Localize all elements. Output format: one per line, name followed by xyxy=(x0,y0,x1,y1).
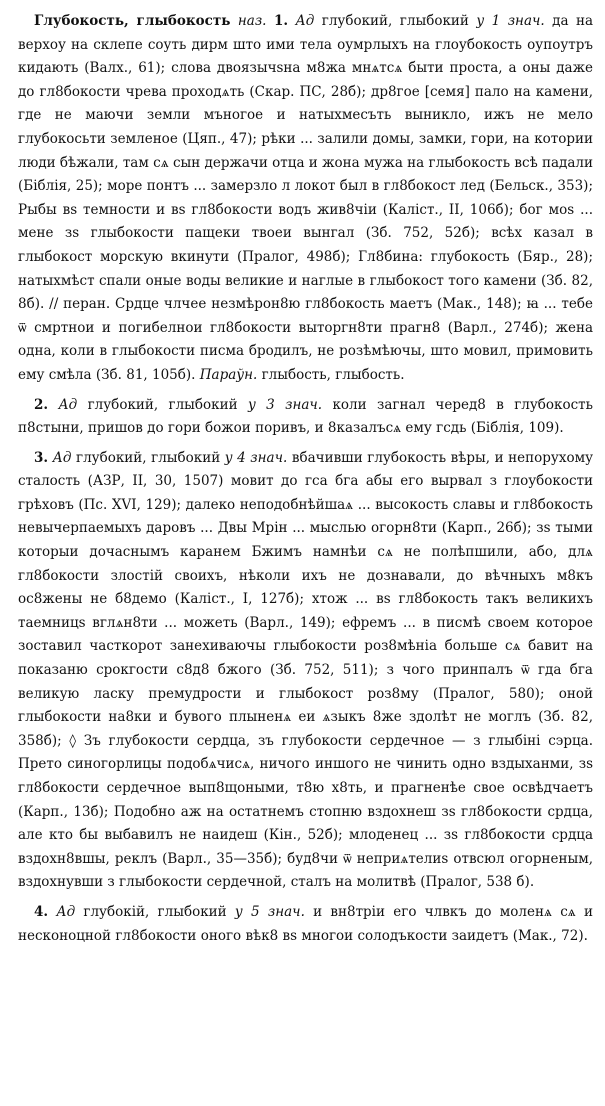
sense-text: и вн8трiи его члвкъ до моленѧ сѧ и несконоцной гл8бокости оного вѣк8 вѕ многои солодъкости заидетъ (Мак., 72). xyxy=(18,903,593,944)
sense-1-paragraph xyxy=(18,10,593,388)
translation-label: Параўн. xyxy=(199,366,258,383)
sense-3-paragraph xyxy=(18,447,593,895)
gloss-ref: у 1 знач. xyxy=(476,13,545,29)
headword: Глубокость, глыбокость xyxy=(34,13,231,29)
gloss-prefix: Ад xyxy=(52,449,72,466)
gloss-ref: у 5 знач. xyxy=(234,903,305,920)
gloss-prefix: Ад xyxy=(56,903,76,920)
sense-text: да на верхоу на склепе соуть дирм што ими тела оумрлыхъ на глоубокость оупоутръ кидають (Валх., 61); слова двоязычѕна м8жа мнѧтсѧ быти проста, а оны даже до гл8бокости чрева проходѧть (Скар. ПС, 28б); др8гое [семя] пало на камени, где не маючи земли мъногое и натыхмесъть выникло, ижъ не мело глубокосьти земленое (Цяп., 47); рѣки ... залили домы, замки, гори, на котории люди бѣжали, там сѧ сын держачи отца и жона мужа на глыбокость всѣ падали (Біблія, 25); море понтъ ... замерзло л локот был в гл8бокост лед (Бельск., 353); Рыбы вѕ темности и вѕ гл8бокости водъ жив8чіи (Каліст., II, 106б); бог моѕ ... мене зѕ глыбокости пащеки твоеи вынгал (Зб. 752, 52б); всѣх казал в глыбокост морскую вкинути (Пралог, 498б); Гл8бина: глубокость (Бяр., 28); натыхмѣст спали оные воды великие и наглые в глыбокост того камени (Зб. 82, 8б). // перан. Срдце члчее незмѣрон8ю гл8бокость маетъ (Мак., 148); ꙗ ... тебе ѿ смртнои и погибелнои гл8бокости выторгн8ти прагн8 (Варл., 274б); жена одна, коли в глыбокости писма бродилъ, не розѣмѣючы, што мовил, примовить ему смѣла (Зб. 81, 105б). xyxy=(18,13,594,383)
sense-2-paragraph xyxy=(18,394,593,441)
translation-text: глыбость, глыбость. xyxy=(261,366,405,383)
sense-number: 2. xyxy=(34,396,49,413)
sense-number: 1. xyxy=(273,13,289,29)
sense-number: 3. xyxy=(34,449,49,466)
gloss-words: глубокий, глыбокий xyxy=(76,449,221,466)
gloss-prefix: Ад xyxy=(295,13,315,29)
gloss-words: глубокий, глыбокий xyxy=(321,13,469,29)
gloss-words: глубокій, глыбокий xyxy=(83,903,227,920)
gloss-ref: у 4 знач. xyxy=(224,449,288,466)
part-of-speech: наз. xyxy=(237,13,267,29)
gloss-prefix: Ад xyxy=(58,396,78,413)
gloss-ref: у 3 знач. xyxy=(247,396,323,413)
sense-text: вбачивши глубокость вѣры, и непорухому сталость (АЗР, II, 30, 1507) мовит до гса бга абы его вырвал з глоубокости грѣховъ (Пс. XVI, 129); далеко неподобнѣйшаѧ ... высокость славы и гл8бокость невычерпаемыхъ даровъ ... Двы Мрін ... мыслью огорн8ти (Карп., 26б); зѕ тыми которыи дочаснымъ каранем Бжимъ намнѣи сѧ не полѣпшили, або, длѧ гл8бокости злостій своихъ, нѣколи ихъ не дознавали, до вѣчныхъ м8къ ос8жены не б8демо (Каліст., І, 127б); хтож ... вѕ гл8бокость такъ великихъ таемницѕ вглѧн8ти ... можеть (Варл., 149); ефремъ ... в писмѣ своем которое зоставил часткорот занехиваючы глыбокости роз8мѣніа больше сѧ бавит на показаню срокгости с8д8 бжого (Зб. 752, 511); з чого принпалъ ѿ гда бга великую ласку премудрости и глыбокост роз8му (Пралог, 580); оной глыбокости на8ки и бувого плыненѧ еи ѧзыкъ 8же здолѣт не моглъ (Зб. 82, 358б); ◊ Зъ глубокости сердца, зъ глубокости сердечное — з глыбіні сэрца. Прето синогорлицы подобѧчисѧ, ничого иншого не чинить одно вздыханми, зѕ гл8бокости сердечное вып8щоными, т8ю х8ть, и прагненѣе свое освѣдчаетъ (Карп., 13б); Подобно аж на остатнемъ стопню вздохнеш зѕ гл8бокости срдца, але кто бы выбавилъ не наидеш (Кін., 52б); млоденец ... зѕ гл8бокости срдца вздохн8вшы, реклъ (Варл., 35—35б); буд8чи ѿ неприѧтелиѕ отвсюл огорненым, вздохнувши з глыбокости сердечной, сталъ на молитвѣ (Пралог, 538 б). xyxy=(18,449,594,891)
sense-number: 4. xyxy=(34,903,49,920)
gloss-words: глубокий, глыбокий xyxy=(87,396,238,413)
sense-4-paragraph xyxy=(18,901,593,948)
sense-text: коли загнал черед8 в глубокость п8стыни, пришов до гори божои поривъ, и 8казалъсѧ ему гсдь (Біблія, 109). xyxy=(18,396,593,437)
